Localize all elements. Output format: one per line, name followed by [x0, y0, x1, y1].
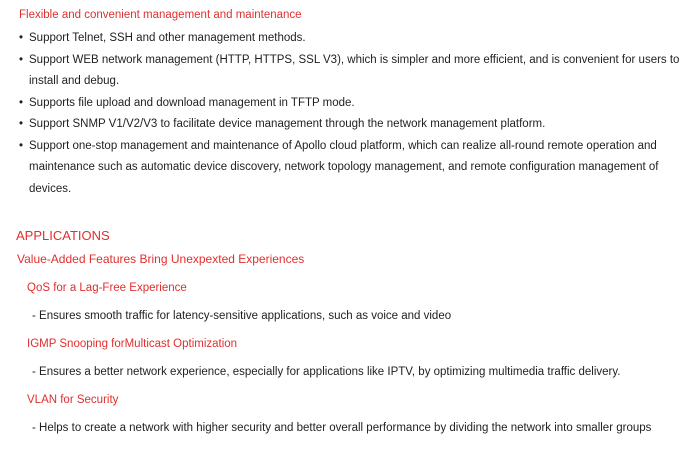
feature-title-igmp: IGMP Snooping forMulticast Optimization: [27, 338, 238, 350]
feature-description-qos: - Ensures smooth traffic for latency-sensitive applications, such as voice and video: [32, 310, 452, 322]
applications-subheading: Value-Added Features Bring Unexpexted Experiences: [17, 252, 305, 266]
feature-description-vlan: - Helps to create a network with higher security and better overall performance by dividing the network into smaller groups: [32, 422, 652, 434]
feature-title-vlan: VLAN for Security: [27, 394, 119, 406]
bullet-item-apollo-cloud: [19, 136, 681, 201]
applications-heading: APPLICATIONS: [16, 228, 110, 243]
bullet-text: Supports file upload and download management in TFTP mode.: [29, 96, 355, 109]
feature-title-qos: QoS for a Lag-Free Experience: [27, 282, 187, 294]
management-bullet-list: [19, 28, 681, 200]
bullet-dot: •: [19, 118, 24, 130]
bullet-text: Support Telnet, SSH and other management methods.: [29, 32, 306, 44]
bullet-text: Support SNMP V1/V2/V3 to facilitate device management through the network management platform.: [29, 118, 546, 130]
feature-description-igmp: - Ensures a better network experience, especially for applications like IPTV, by optimizing multimedia traffic delivery.: [32, 366, 621, 378]
bullet-text: Support WEB network management (HTTP, HTTPS, SSL V3), which is simpler and more efficient, and is convenient for users to install and debug.: [29, 53, 680, 87]
bullet-dot: •: [19, 139, 24, 152]
bullet-item-snmp: [19, 114, 681, 136]
bullet-item-telnet: [19, 28, 681, 50]
bullet-item-tftp: [19, 93, 681, 115]
bullet-dot: •: [19, 96, 24, 109]
bullet-item-web-management: [19, 50, 681, 93]
bullet-text: Support one-stop management and maintenance of Apollo cloud platform, which can realize all-round remote operation and maintenance such as automatic device discovery, network topology management, and remote configuration management of devices.: [29, 139, 659, 195]
bullet-dot: •: [19, 32, 24, 44]
bullet-dot: •: [19, 53, 24, 66]
management-heading: Flexible and convenient management and maintenance: [19, 9, 302, 21]
